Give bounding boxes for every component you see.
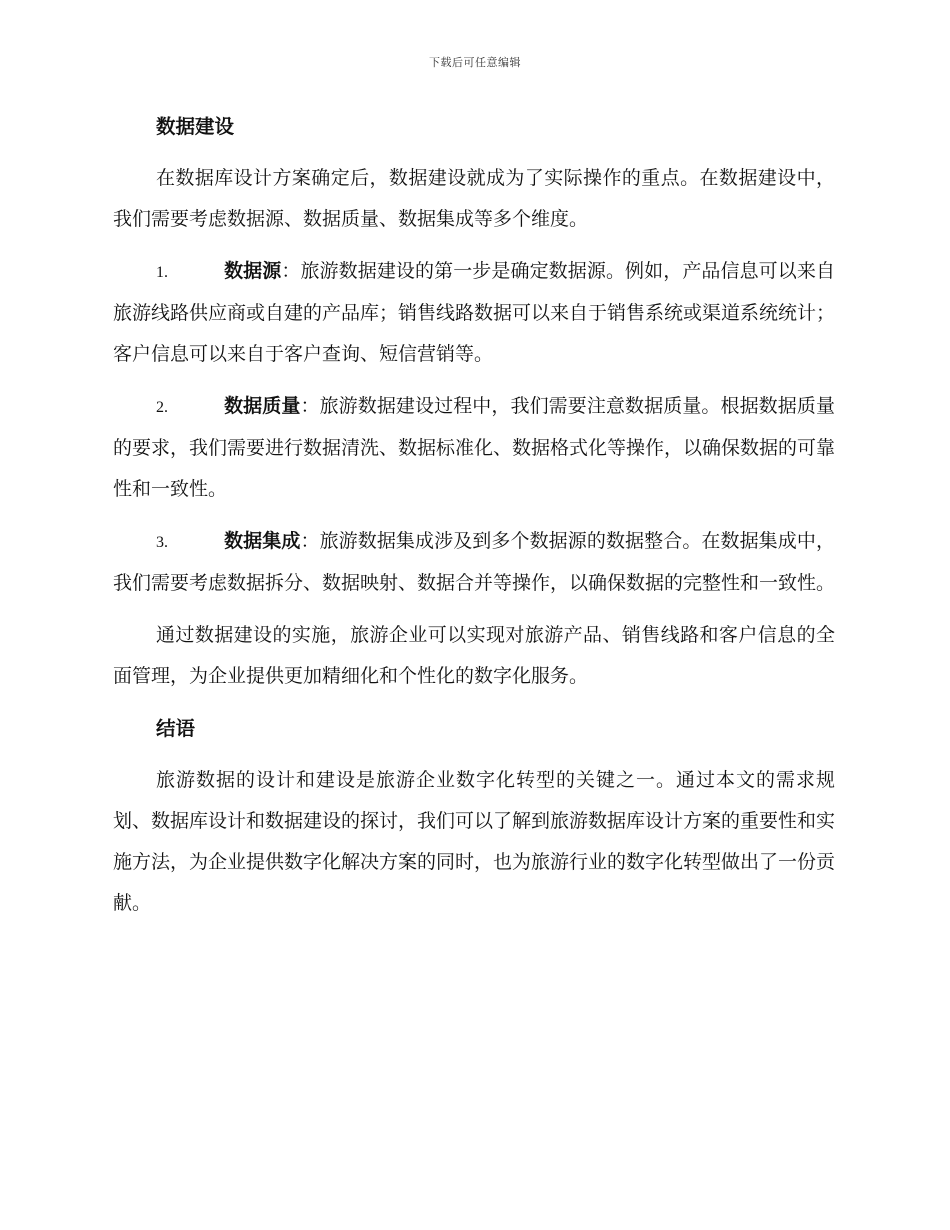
conclusion-paragraph: 旅游数据的设计和建设是旅游企业数字化转型的关键之一。通过本文的需求规划、数据库设计和数据建设的探讨，我们可以了解到旅游数据库设计方案的重要性和实施方法，为企业提供数字化解决方案的同时，也为旅游行业的数字化转型做出了一份贡献。 <box>113 769 836 914</box>
list-item-body: 旅游数据建设过程中，我们需要注意数据质量。根据数据质量的要求，我们需要进行数据清洗、数据标准化、数据格式化等操作，以确保数据的可靠性和一致性。 <box>113 395 836 500</box>
list-item-number: 1. <box>156 264 168 281</box>
closing-paragraph: 通过数据建设的实施，旅游企业可以实现对旅游产品、销售线路和客户信息的全面管理，为企业提供更加精细化和个性化的数字化服务。 <box>113 624 835 687</box>
list-item-colon: ： <box>281 260 301 282</box>
section-heading-conclusion: 结语 <box>156 717 196 740</box>
list-item-data-source <box>113 251 835 375</box>
list-item-colon: ： <box>300 395 320 417</box>
section-heading-data-construction: 数据建设 <box>156 115 235 138</box>
document-body <box>113 106 835 935</box>
list-item-body: 旅游数据集成涉及到多个数据源的数据整合。在数据集成中，我们需要考虑数据拆分、数据映射、数据合并等操作，以确保数据的完整性和一致性。 <box>113 530 836 594</box>
list-item-number: 3. <box>156 534 168 551</box>
list-item-number: 2. <box>156 399 168 416</box>
list-item-body: 旅游数据建设的第一步是确定数据源。例如，产品信息可以来自旅游线路供应商或自建的产品库；销售线路数据可以来自于销售系统或渠道系统统计；客户信息可以来自于客户查询、短信营销等。 <box>113 260 836 365</box>
list-item-data-integration <box>113 521 835 604</box>
page-header: 下载后可任意编辑 <box>429 56 521 69</box>
intro-paragraph: 在数据库设计方案确定后，数据建设就成为了实际操作的重点。在数据建设中，我们需要考虑数据源、数据质量、数据集成等多个维度。 <box>113 167 835 230</box>
list-item-colon: ： <box>300 530 320 552</box>
list-item-term: 数据源 <box>224 260 282 282</box>
list-item-term: 数据集成 <box>224 530 301 552</box>
list-item-data-quality <box>113 386 835 510</box>
list-item-term: 数据质量 <box>224 395 301 417</box>
